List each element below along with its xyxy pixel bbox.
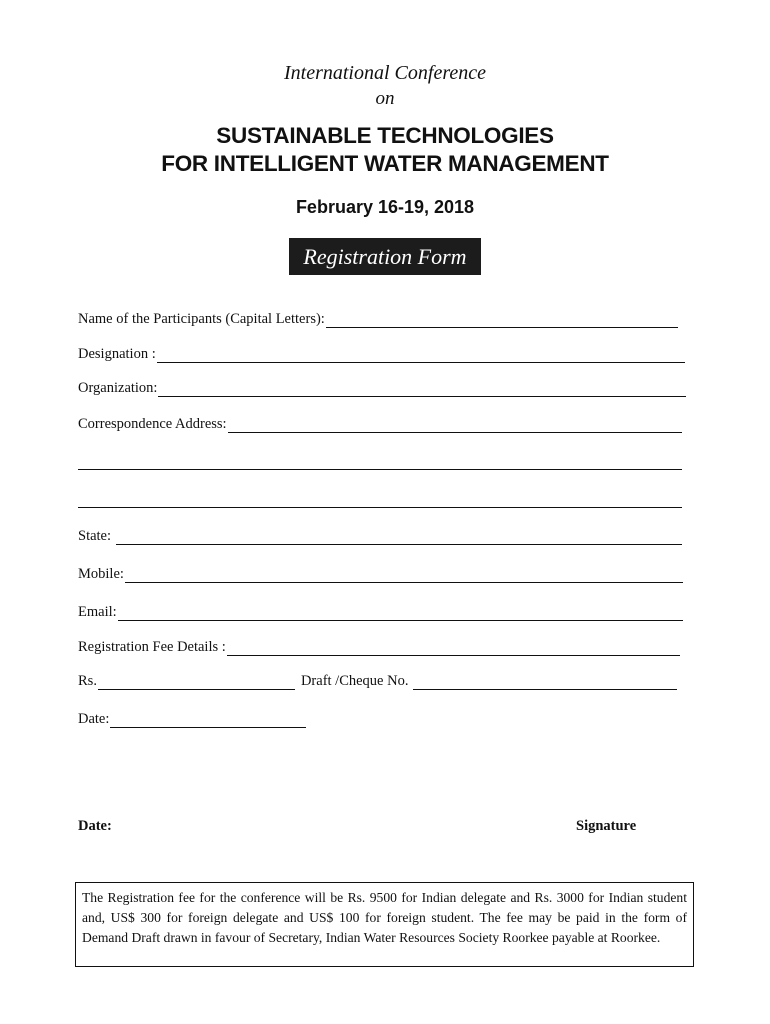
mobile-label: Mobile:: [78, 566, 124, 582]
email-line[interactable]: [118, 606, 683, 621]
date-field[interactable]: [78, 708, 306, 728]
address-line-1[interactable]: [228, 418, 682, 433]
date-line[interactable]: [110, 713, 306, 728]
date-label: Date:: [78, 711, 110, 727]
draft-cheque-label: Draft /Cheque No.: [300, 673, 409, 689]
conference-heading: International Conference: [284, 62, 486, 84]
address-line-2[interactable]: [78, 468, 682, 470]
designation-label: Designation :: [78, 346, 156, 362]
mobile-line[interactable]: [125, 568, 683, 583]
conference-title: [0, 122, 770, 178]
conference-dates: February 16-19, 2018: [295, 197, 475, 217]
conference-on: on: [375, 88, 395, 109]
email-label: Email:: [78, 604, 117, 620]
fee-details-field[interactable]: [78, 636, 680, 656]
title-line-2: FOR INTELLIGENT WATER MANAGEMENT: [161, 151, 609, 176]
address-label: Correspondence Address:: [78, 416, 227, 432]
email-field[interactable]: [78, 601, 683, 621]
participant-name-field[interactable]: [78, 308, 678, 328]
state-label: State:: [78, 528, 112, 544]
signature-label: Signature: [576, 818, 637, 834]
payment-field[interactable]: [78, 670, 677, 690]
title-line-1: SUSTAINABLE TECHNOLOGIES: [216, 123, 554, 148]
footer-date-label: Date:: [78, 818, 112, 834]
organization-label: Organization:: [78, 380, 158, 396]
draft-cheque-line[interactable]: [413, 675, 677, 690]
fee-details-label: Registration Fee Details :: [78, 639, 226, 655]
registration-form-badge: Registration Form: [289, 238, 481, 275]
state-line[interactable]: [116, 530, 682, 545]
state-field[interactable]: [78, 525, 682, 545]
fee-note-box: [75, 882, 694, 967]
fee-note-text: The Registration fee for the conference will be Rs. 9500 for Indian delegate and Rs. 3000 for Indian student and, US$ 300 for foreign delegate and US$ 100 for foreign student. The fee may be paid in the form of Demand Draft drawn in favour of Secretary, Indian Water Resources Society Roorkee payable at Roorkee.: [82, 890, 687, 945]
rs-label: Rs.: [78, 673, 97, 689]
rs-amount-line[interactable]: [98, 675, 295, 690]
mobile-field[interactable]: [78, 563, 683, 583]
designation-field[interactable]: [78, 343, 685, 363]
address-line-3[interactable]: [78, 506, 682, 508]
organization-line[interactable]: [158, 382, 686, 397]
address-field[interactable]: [78, 413, 682, 433]
participant-name-line[interactable]: [326, 313, 678, 328]
fee-details-line[interactable]: [227, 641, 680, 656]
organization-field[interactable]: [78, 377, 686, 397]
participant-name-label: Name of the Participants (Capital Letters):: [78, 311, 325, 327]
designation-line[interactable]: [157, 348, 685, 363]
